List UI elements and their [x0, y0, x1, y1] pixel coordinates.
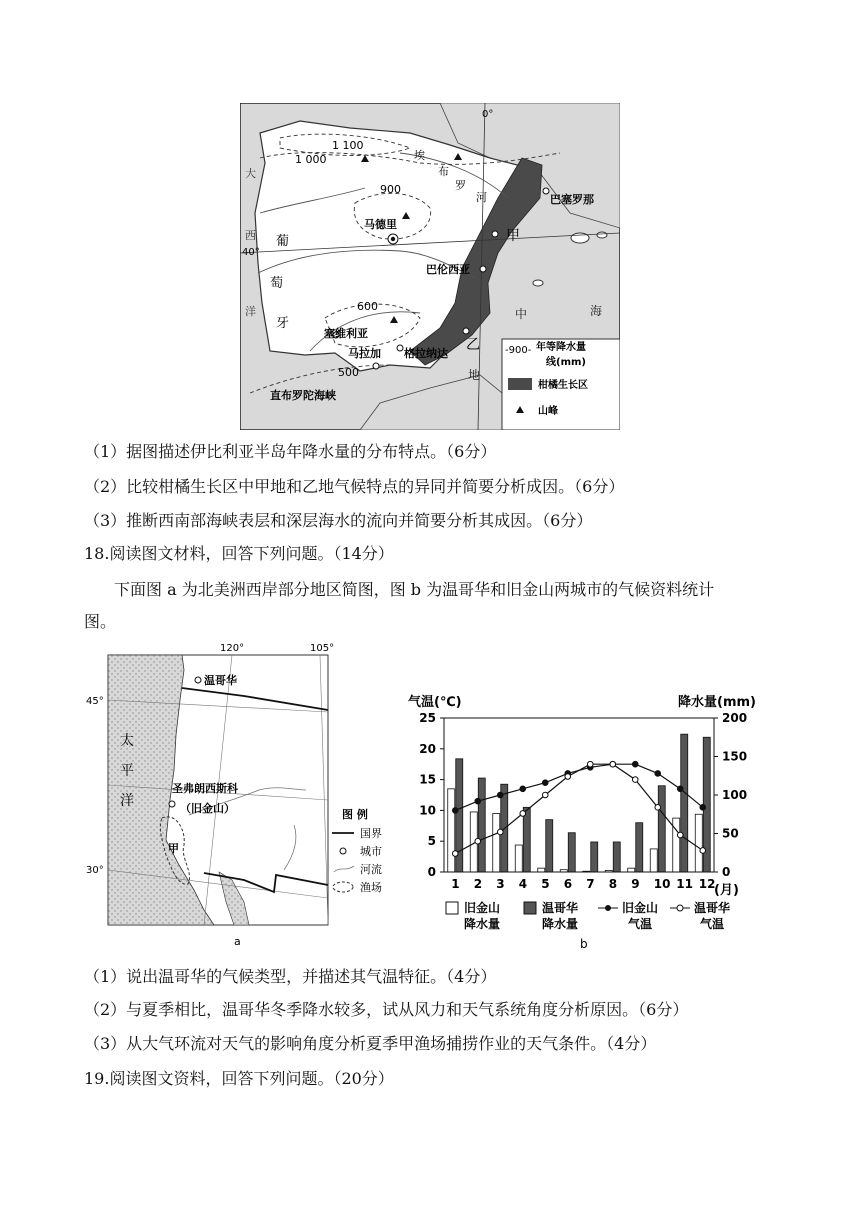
sf-precip-bar — [628, 868, 635, 872]
y-right-tick-label: 200 — [722, 711, 748, 725]
legend-label: 城市 — [360, 845, 382, 858]
van-temp-point — [700, 848, 706, 854]
legend-peak-label: 山峰 — [538, 406, 558, 417]
legend-fishery-icon — [333, 882, 353, 892]
iberia-map — [240, 103, 620, 430]
legend-citrus-label: 柑橘生长区 — [538, 380, 588, 391]
van-precip-bar — [658, 786, 665, 872]
x-tick-label: 9 — [631, 877, 640, 891]
van-precip-bar — [591, 842, 598, 872]
isohyet-label: 900 — [380, 183, 401, 196]
strait-label: 直布罗陀海峡 — [270, 389, 336, 402]
legend-van-bar-swatch — [524, 902, 536, 914]
legend-city-icon — [340, 848, 346, 854]
lat-label: 40° — [242, 247, 260, 258]
menorca-island — [597, 232, 607, 238]
city-label: 塞维利亚 — [324, 327, 368, 340]
legend-label: 河流 — [360, 863, 382, 876]
question-17-1: （1）据图描述伊比利亚半岛年降水量的分布特点。（6分） — [84, 442, 497, 461]
x-tick-label: 1 — [451, 877, 460, 891]
x-tick-label: 10 — [653, 877, 671, 891]
sf-precip-bar — [650, 849, 657, 872]
question-18-intro: 下面图 a 为北美洲西岸部分地区简图，图 b 为温哥华和旧金山两城市的气候资料统计 — [114, 580, 715, 599]
van-precip-bar — [523, 807, 530, 872]
sea-char: 海 — [590, 304, 603, 318]
lat-label: 45° — [86, 696, 104, 707]
question-18-title: 18.阅读图文材料，回答下列问题。（14分） — [84, 544, 394, 563]
van-temp-point — [677, 832, 683, 838]
legend-label: 降水量 — [464, 917, 501, 931]
ocean-char: 洋 — [120, 793, 134, 809]
legend-label: 渔场 — [360, 881, 382, 894]
city-label: 格拉纳达 — [404, 347, 448, 360]
question-19-title: 19.阅读图文资料，回答下列问题。（20分） — [84, 1069, 394, 1088]
sf-temp-point — [452, 808, 458, 814]
sf-temp-point — [542, 780, 548, 786]
van-temp-point — [542, 792, 548, 798]
city-label: 马拉加 — [348, 347, 381, 360]
y-right-tick-label: 50 — [722, 826, 739, 841]
sf-precip-bar — [493, 813, 500, 872]
river-char: 埃 — [414, 149, 425, 162]
legend-isohyet-value: -900- — [505, 345, 532, 356]
y-left-tick-label: 10 — [419, 803, 436, 818]
legend-label: 降水量 — [542, 917, 579, 931]
van-temp-point — [655, 805, 661, 811]
river-char: 河 — [476, 191, 487, 204]
lon-label: 105° — [310, 643, 335, 654]
y-left-tick-label: 20 — [419, 741, 436, 756]
ocean-char: 西 — [245, 229, 256, 242]
legend-label: 旧金山 — [464, 901, 501, 915]
y-left-tick-label: 0 — [427, 865, 436, 879]
van-temp-point — [587, 761, 593, 767]
climate-chart — [408, 688, 788, 952]
lat-label: 30° — [86, 865, 104, 876]
ibiza-island — [533, 280, 543, 286]
legend-isohyet-label: 年等降水量 — [536, 342, 586, 353]
sf-precip-bar — [515, 845, 522, 872]
city-label: 圣弗朗西斯科 — [172, 782, 238, 795]
van-temp-point — [565, 774, 571, 780]
y-right-tick-label: 0 — [722, 865, 731, 879]
question-18-intro-cont: 图。 — [84, 612, 117, 631]
point-label: 乙 — [466, 337, 480, 353]
sf-temp-point — [497, 792, 503, 798]
sf-temp-point — [677, 786, 683, 792]
sf-temp-point — [520, 786, 526, 792]
city-label: 温哥华 — [204, 674, 237, 687]
city-icon — [169, 801, 175, 807]
chart-caption: b — [580, 937, 588, 951]
ocean-char: 洋 — [245, 305, 256, 318]
x-tick-label: 2 — [473, 877, 483, 891]
y-left-tick-label: 25 — [419, 711, 436, 725]
sf-temp-point — [475, 798, 481, 804]
question-17-3: （3）推断西南部海峡表层和深层海水的流向并简要分析其成因。（6分） — [84, 511, 593, 530]
legend-sf-marker — [605, 905, 611, 911]
country-char: 葡 — [276, 234, 290, 249]
x-tick-label: 11 — [676, 877, 693, 891]
city-icon — [543, 188, 549, 194]
river-char: 布 — [438, 165, 449, 178]
sf-temp-point — [632, 761, 638, 767]
river-char: 罗 — [455, 179, 466, 192]
legend-label: 气温 — [628, 917, 653, 931]
legend-citrus-swatch — [508, 378, 532, 390]
country-char: 萄 — [270, 276, 284, 291]
city-icon — [373, 363, 379, 369]
x-tick-label: 3 — [496, 877, 505, 891]
question-18-1: （1）说出温哥华的气候类型，并描述其气温特征。（4分） — [84, 967, 497, 986]
ocean-char: 平 — [120, 763, 134, 779]
van-temp-point — [475, 838, 481, 844]
ylabel-left: 气温(℃) — [408, 695, 462, 710]
ylabel-right: 降水量(mm) — [678, 695, 756, 710]
isohyet-label: 1 100 — [332, 139, 364, 152]
van-precip-bar — [568, 833, 575, 872]
legend-title: 图 例 — [342, 808, 368, 821]
legend-label: 温哥华 — [694, 901, 731, 915]
y-right-tick-label: 100 — [722, 788, 748, 802]
van-precip-bar — [681, 734, 688, 872]
city-label: 巴塞罗那 — [550, 193, 594, 206]
legend-label: 国界 — [360, 827, 382, 840]
xlabel: (月) — [714, 883, 739, 898]
legend-sf-bar-swatch — [446, 902, 458, 914]
van-temp-point — [520, 811, 526, 817]
van-temp-point — [497, 829, 503, 835]
city-label: 马德里 — [364, 218, 397, 231]
legend-isohyet-label: 线(mm) — [546, 357, 586, 368]
lon-label: 120° — [220, 643, 245, 654]
city-icon — [492, 231, 498, 237]
x-tick-label: 5 — [541, 877, 550, 891]
point-label: 甲 — [506, 228, 520, 244]
sf-precip-bar — [695, 814, 702, 872]
y-left-tick-label: 15 — [419, 772, 436, 787]
question-18-2: （2）与夏季相比，温哥华冬季降水较多，试从风力和天气系统角度分析原因。（6分） — [84, 1000, 689, 1019]
city-icon — [480, 266, 486, 272]
sf-precip-bar — [448, 789, 455, 872]
sea-char: 中 — [515, 307, 528, 321]
isohyet-label: 500 — [338, 366, 359, 379]
capital-dot — [391, 237, 395, 241]
legend-label: 旧金山 — [622, 901, 659, 915]
legend-van-marker — [677, 905, 683, 911]
van-temp-point — [632, 777, 638, 783]
x-tick-label: 4 — [518, 877, 528, 891]
isohyet-label: 600 — [357, 300, 378, 313]
legend-label: 气温 — [700, 917, 725, 931]
legend-river-icon — [334, 866, 354, 872]
van-precip-bar — [478, 778, 485, 872]
x-tick-label: 12 — [698, 877, 716, 891]
sf-temp-point — [700, 805, 706, 811]
question-17-2: （2）比较柑橘生长区中甲地和乙地气候特点的异同并简要分析成因。（6分） — [84, 477, 625, 496]
city-label: 巴伦西亚 — [426, 263, 470, 276]
sea-char: 地 — [468, 368, 481, 382]
north-america-map — [84, 640, 394, 952]
meridian-label: 0° — [482, 109, 494, 120]
van-temp-point — [610, 761, 616, 767]
x-tick-label: 7 — [586, 877, 595, 891]
ocean-char: 大 — [245, 167, 256, 180]
city-icon — [195, 677, 201, 683]
city-icon — [397, 345, 403, 351]
isohyet-label: 1 000 — [295, 153, 327, 166]
van-precip-bar — [546, 820, 553, 872]
country-char: 牙 — [276, 316, 290, 331]
y-right-tick-label: 150 — [722, 749, 748, 764]
question-18-3: （3）从大气环流对天气的影响角度分析夏季甲渔场捕捞作业的天气条件。（4分） — [84, 1034, 657, 1053]
sf-precip-bar — [538, 868, 545, 872]
van-precip-bar — [613, 842, 620, 872]
x-tick-label: 6 — [563, 877, 573, 891]
sf-temp-point — [655, 771, 661, 777]
x-tick-label: 8 — [608, 877, 618, 891]
y-left-tick-label: 5 — [427, 834, 436, 849]
ocean-char: 太 — [120, 733, 134, 749]
map-a-caption: a — [234, 935, 241, 948]
city-icon — [463, 328, 469, 334]
city-label: （旧金山） — [180, 802, 235, 815]
van-temp-point — [452, 851, 458, 857]
legend-label: 温哥华 — [542, 901, 579, 915]
fishery-label: 甲 — [168, 842, 179, 855]
van-precip-bar — [636, 823, 643, 872]
